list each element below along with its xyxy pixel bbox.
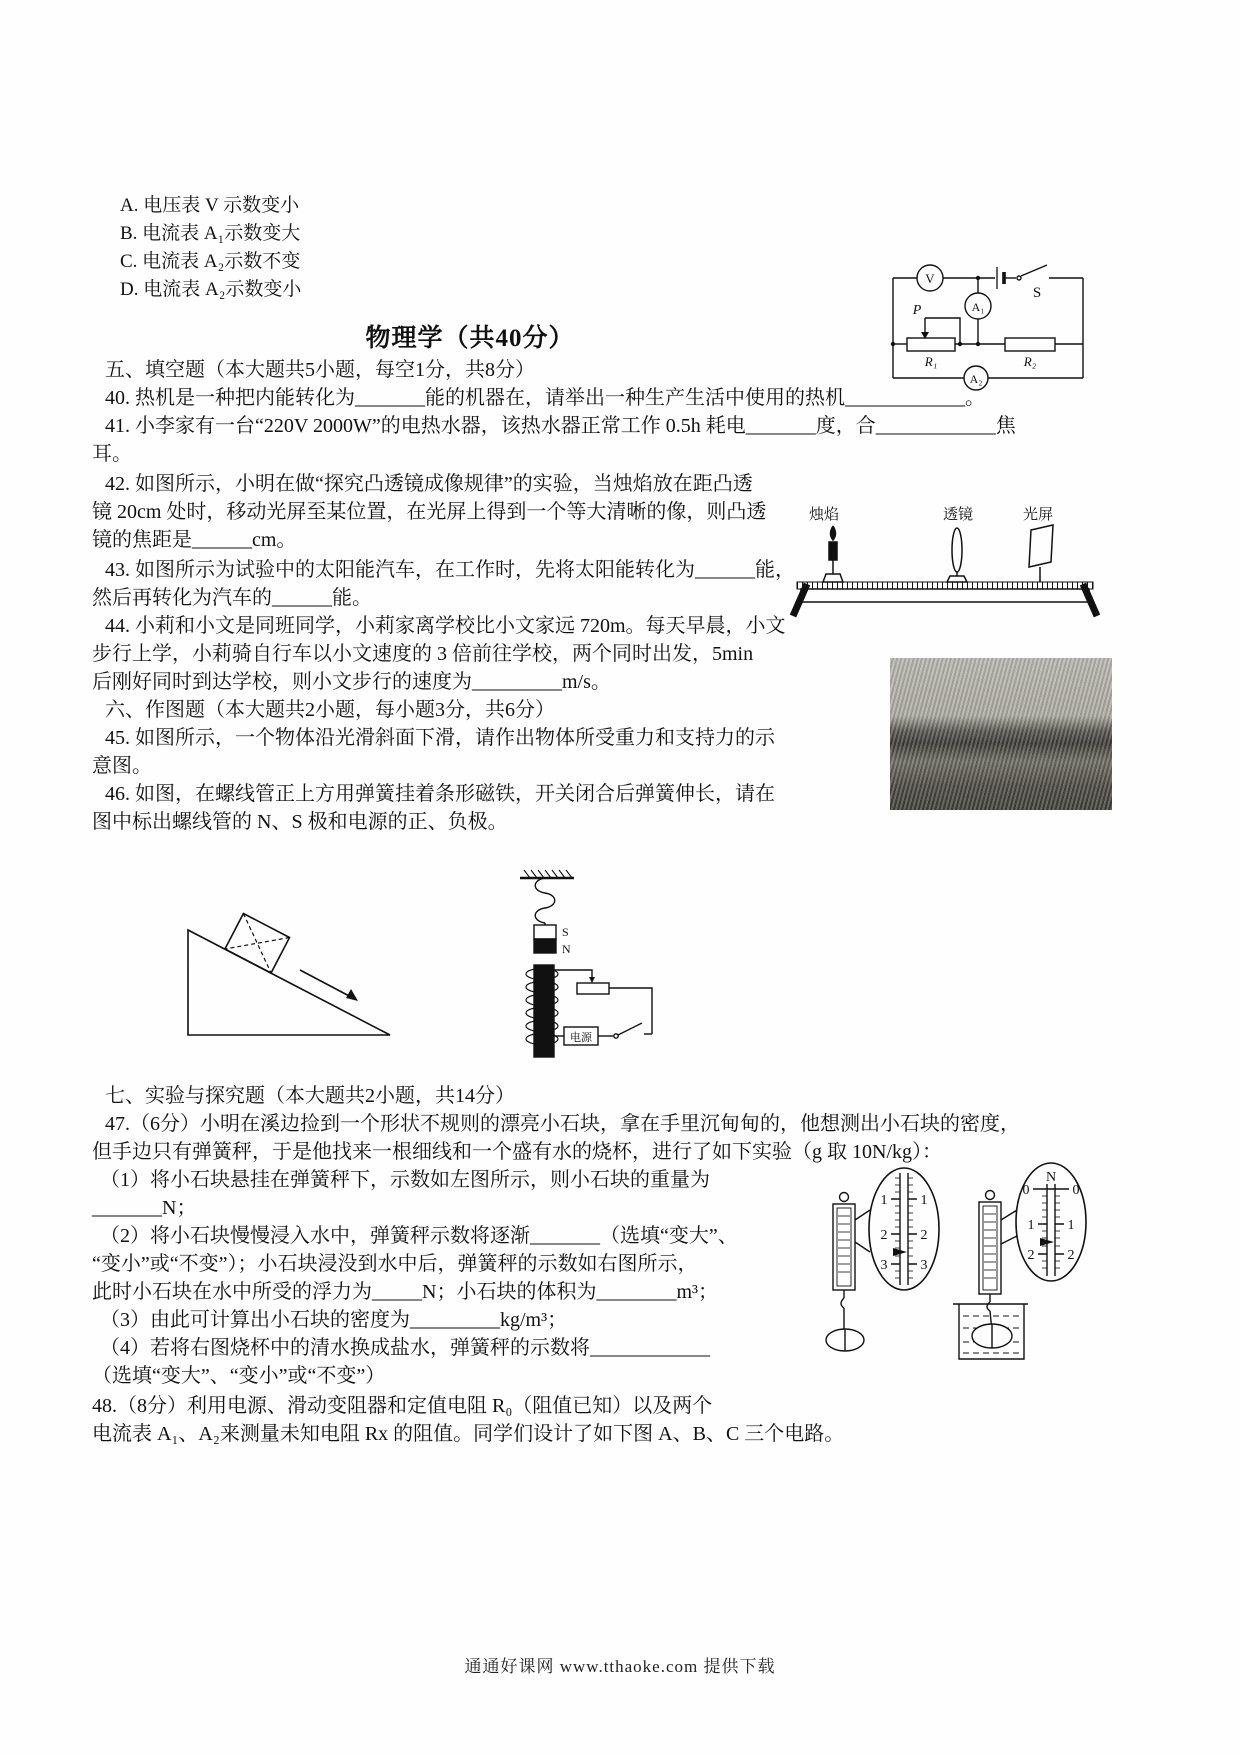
- question-47-part2-line2: “变小”或“不变”）；小石块浸没到水中后，弹簧秤的示数如右图所示，: [92, 1253, 698, 1275]
- option-c: C. 电流表 A₂示数不变: [120, 251, 301, 272]
- ammeter2-label: A₂: [969, 372, 983, 386]
- block-on-slope: [225, 914, 290, 973]
- voltmeter-label: V: [925, 271, 935, 286]
- scale-water-tick-2-right: 2: [1067, 1248, 1075, 1263]
- question-44-line3: 后刚好同时到达学校，则小文步行的速度为_________m/s。: [92, 671, 611, 693]
- question-42-line1: 42. 如图所示，小明在做“探究凸透镜成像规律”的实验，当烛焰放在距凸透: [105, 473, 753, 495]
- screen-label: 光屏: [1023, 507, 1054, 523]
- r1-label: R₁: [924, 354, 938, 369]
- question-46-line2: 图中标出螺线管的 N、S 极和电源的正、负极。: [92, 811, 508, 833]
- section-7-heading: 七、实验与探究题（本大题共2小题，共14分）: [105, 1085, 515, 1107]
- question-41-line2: 耳。: [92, 443, 132, 465]
- magnet-n-label: N: [562, 942, 571, 956]
- scale-air-tick-2-right: 2: [920, 1228, 928, 1243]
- scale-water-tick-0-right: 0: [1072, 1183, 1080, 1198]
- scale-air-tick-1-left: 1: [880, 1193, 888, 1208]
- question-47-part1-line2: _______N；: [92, 1197, 197, 1219]
- screen: [1029, 525, 1053, 582]
- scale-air-tick-1-right: 1: [920, 1193, 928, 1208]
- scale-water-tick-1-left: 1: [1027, 1218, 1035, 1233]
- slider-label: P: [912, 303, 922, 318]
- scale-air-tick-3-right: 3: [920, 1258, 928, 1273]
- solenoid-diagram: [512, 862, 672, 1062]
- magnet-s-label: S: [562, 925, 569, 939]
- spring-scale-water: [953, 1163, 1086, 1359]
- question-46-line1: 46. 如图，在螺线管正上方用弹簧挂着条形磁铁，开关闭合后弹簧伸长，请在: [105, 783, 775, 805]
- power-supply-label: 电源: [570, 1032, 592, 1044]
- ammeter1-label: A₁: [971, 300, 985, 314]
- solar-car-photo: [890, 658, 1112, 810]
- question-47-part3: （3）由此可计算出小石块的密度为_________kg/m³；: [100, 1309, 568, 1331]
- lens: [947, 528, 967, 582]
- question-48-line1: 48.（8分）利用电源、滑动变阻器和定值电阻 R₀（阻值已知）以及两个: [92, 1395, 713, 1417]
- r2-label: R₂: [1023, 354, 1037, 369]
- question-47-part4-line1: （4）若将右图烧杯中的清水换成盐水，弹簧秤的示数将____________: [100, 1337, 710, 1359]
- option-b: B. 电流表 A₁示数变大: [120, 223, 301, 244]
- question-47-line2: 但手边只有弹簧秤，于是他找来一根细线和一个盛有水的烧杯，进行了如下实验（g 取 10N/kg）：: [92, 1141, 942, 1163]
- question-44-line1: 44. 小莉和小文是同班同学，小莉家离学校比小文家远 720m。每天早晨，小文: [105, 615, 786, 637]
- question-45-line1: 45. 如图所示，一个物体沿光滑斜面下滑，请作出物体所受重力和支持力的示: [105, 727, 775, 749]
- spring: [535, 878, 555, 923]
- question-47-line1: 47.（6分）小明在溪边捡到一个形状不规则的漂亮小石块，拿在手里沉甸甸的，他想测出小石块的密度，: [105, 1113, 1020, 1135]
- question-42-line2: 镜 20cm 处时，移动光屏至某位置，在光屏上得到一个等大清晰的像，则凸透: [92, 501, 767, 523]
- question-47-part2-line1: （2）将小石块慢慢浸入水中，弹簧秤示数将逐渐_______（选填“变大”、: [100, 1225, 738, 1247]
- scale-water-tick-1-right: 1: [1067, 1218, 1075, 1233]
- question-43-line1: 43. 如图所示为试验中的太阳能汽车，在工作时，先将太阳能转化为______能，: [105, 559, 795, 581]
- option-a: A. 电压表 V 示数变小: [120, 195, 300, 216]
- option-d: D. 电流表 A₂示数变小: [120, 279, 302, 300]
- question-48-line2: 电流表 A₁、A₂来测量未知电阻 Rx 的阻值。同学们设计了如下图 A、B、C 三个电路。: [92, 1423, 845, 1445]
- question-47-part4-line2: （选填“变大”、“变小”或“不变”）: [92, 1365, 386, 1387]
- question-43-line2: 然后再转化为汽车的______能。: [92, 587, 372, 609]
- scale-water-tick-0-left: 0: [1022, 1183, 1030, 1198]
- scale-air-tick-3-left: 3: [880, 1258, 888, 1273]
- question-40: 40. 热机是一种把内能转化为_______能的机器在，请举出一种生产生活中使用的热机____________。: [105, 387, 985, 409]
- scale-air-tick-2-left: 2: [880, 1228, 888, 1243]
- section-6-heading: 六、作图题（本大题共2小题，每小题3分，共6分）: [105, 699, 555, 721]
- bench-rail: [793, 582, 1097, 616]
- question-47-part2-line3: 此时小石块在水中所受的浮力为_____N；小石块的体积为________m³；: [92, 1281, 718, 1303]
- candle: [823, 526, 843, 582]
- question-42-line3: 镜的焦距是______cm。: [92, 529, 297, 551]
- scale-water-tick-2-left: 2: [1027, 1248, 1035, 1263]
- question-41-line1: 41. 小李家有一台“220V 2000W”的电热水器，该热水器正常工作 0.5h 耗电_______度，合____________焦: [105, 415, 1016, 437]
- page-title: 物理学（共40分）: [365, 325, 575, 352]
- slide-direction-arrow: [300, 970, 358, 1001]
- question-44-line2: 步行上学，小莉骑自行车以小文速度的 3 倍前往学校，两个同时出发，5min: [92, 643, 754, 665]
- optical-bench-diagram: [785, 502, 1110, 620]
- footer-watermark: 通通好课网 www.tthaoke.com 提供下载: [464, 1657, 776, 1676]
- question-47-part1-line1: （1）将小石块悬挂在弹簧秤下，示数如左图所示，则小石块的重量为: [100, 1169, 710, 1191]
- scale-water-unit: N: [1045, 1170, 1057, 1185]
- spring-scale-diagrams: [823, 1152, 1173, 1367]
- inclined-plane-diagram: [150, 880, 400, 1050]
- switch-label: S: [1032, 285, 1042, 301]
- lens-label: 透镜: [943, 507, 974, 523]
- candle-label: 烛焰: [809, 507, 840, 523]
- question-45-line2: 意图。: [92, 755, 152, 777]
- section-5-heading: 五、填空题（本大题共5小题，每空1分，共8分）: [105, 359, 535, 381]
